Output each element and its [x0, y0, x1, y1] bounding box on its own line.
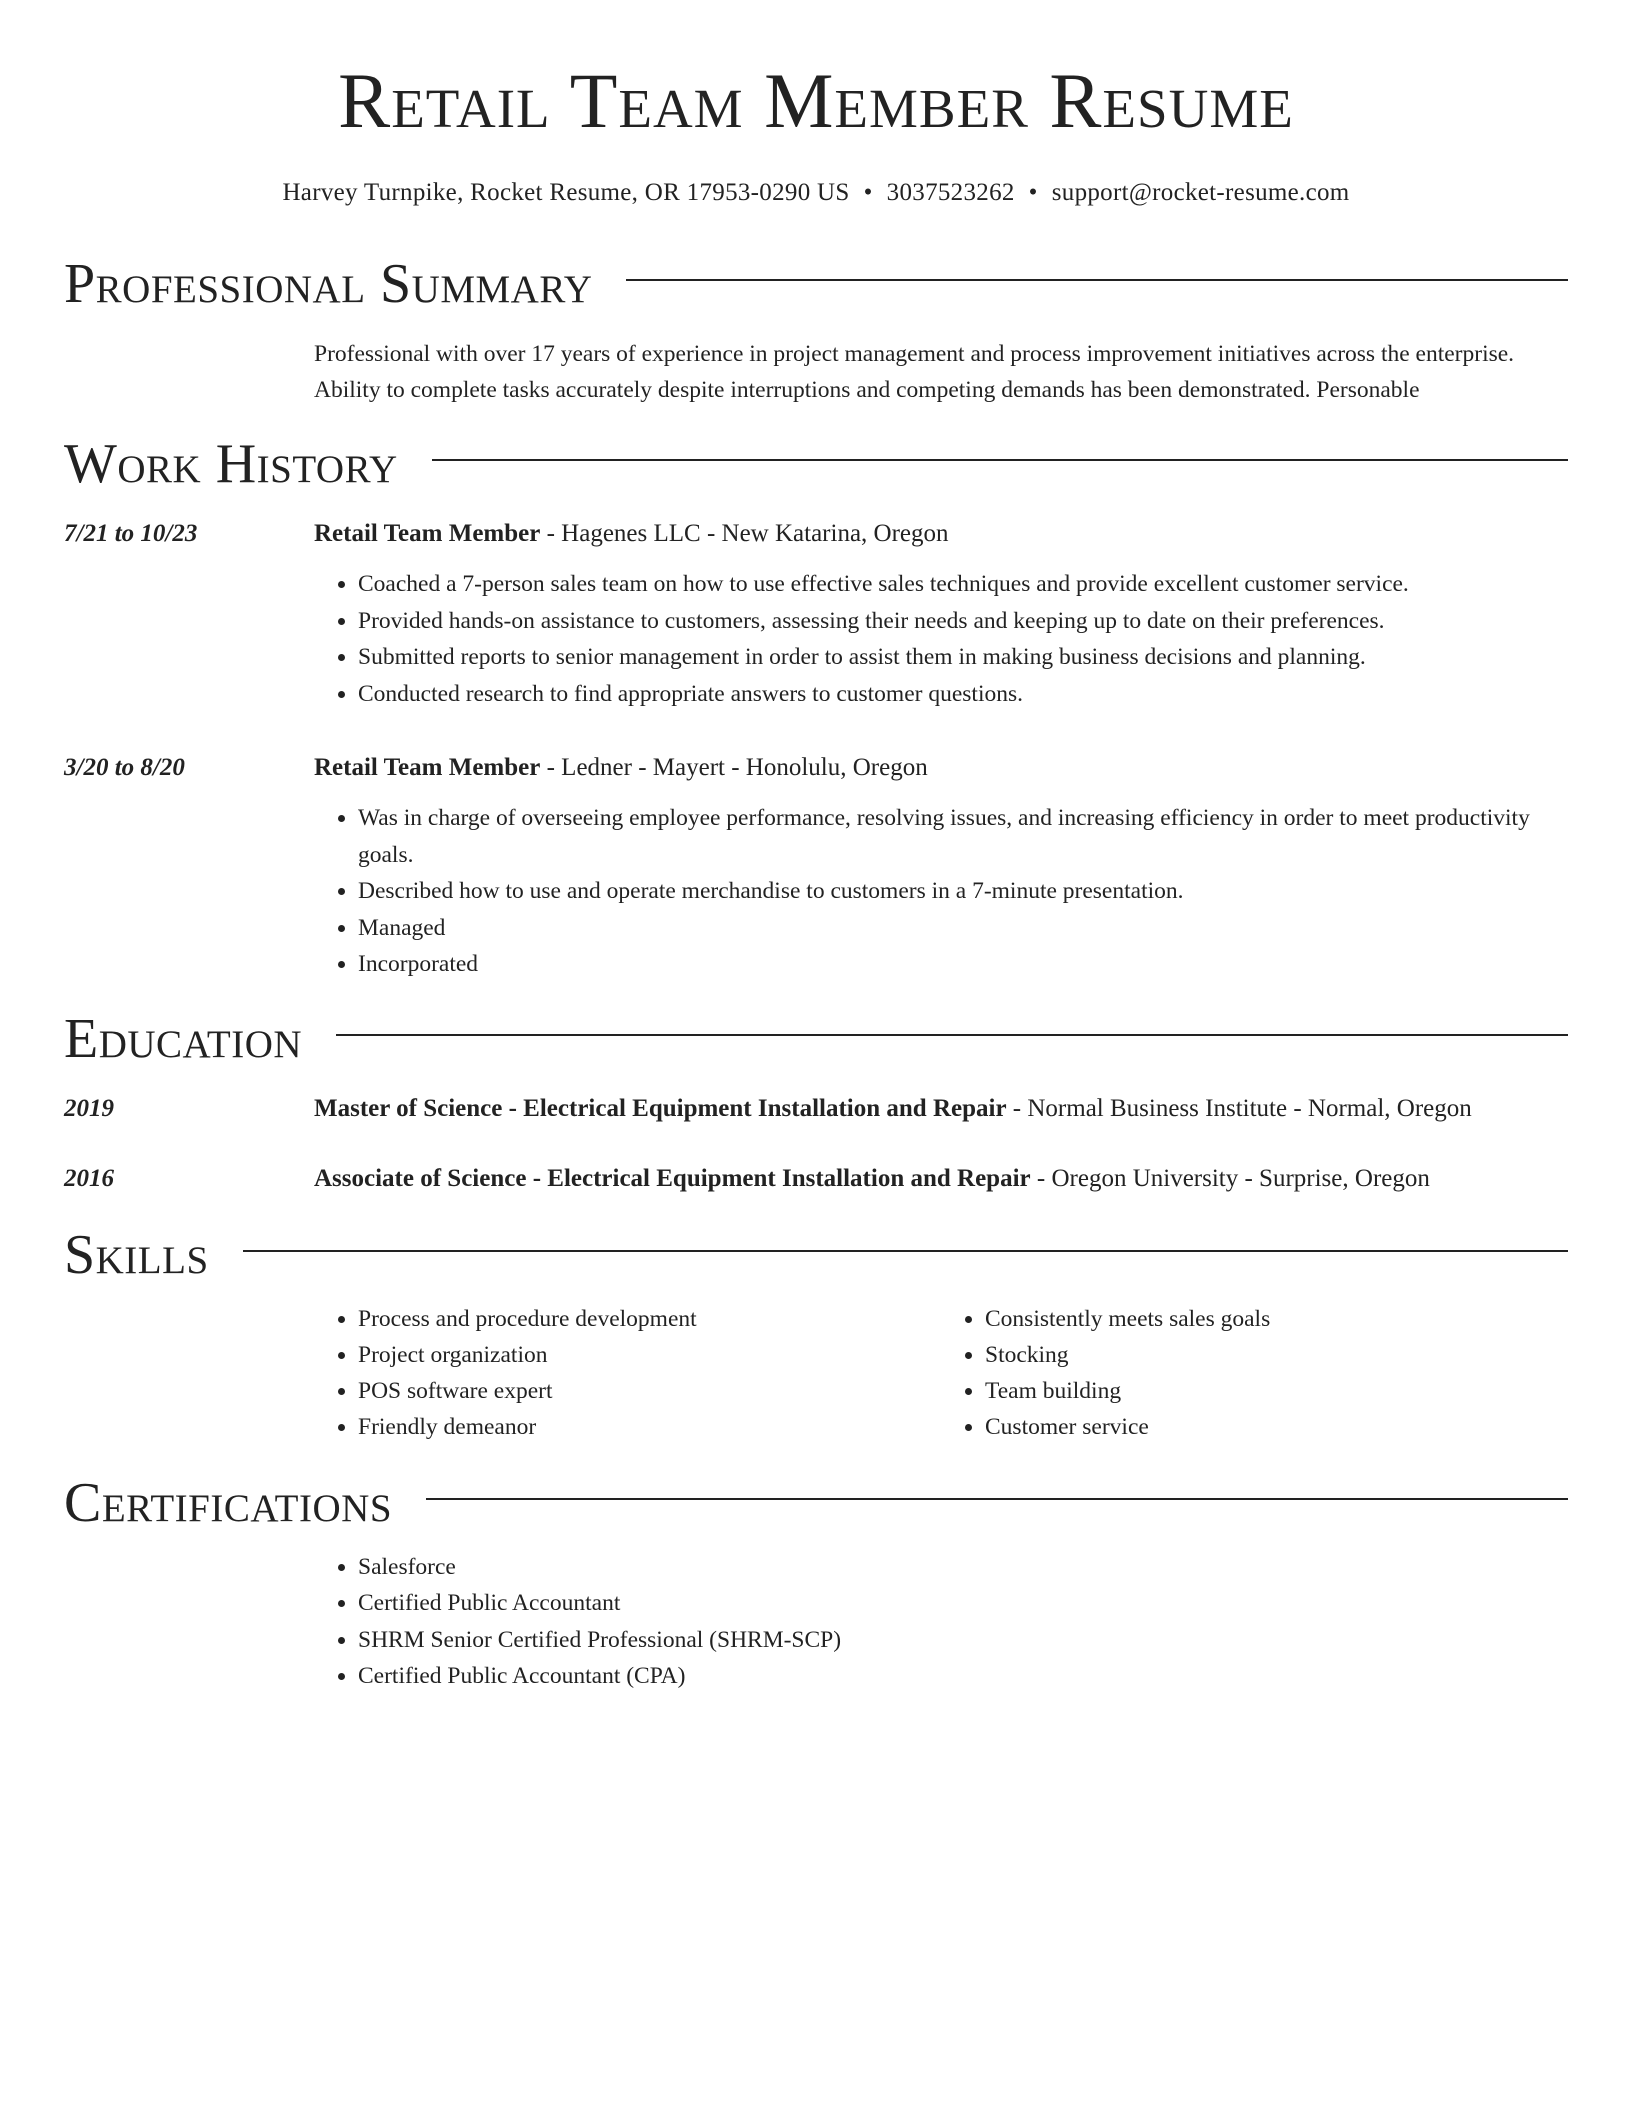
contact-phone: 3037523262 [886, 179, 1015, 206]
work-history-section [64, 433, 1568, 983]
list-item: • Stocking [985, 1337, 1568, 1373]
skills-heading [64, 1223, 1568, 1286]
education-year: 2019 [64, 1094, 114, 1122]
job-bullets [314, 566, 1568, 712]
section-title-work-history: Work History [64, 433, 398, 495]
job-heading [314, 516, 1568, 552]
list-item: • POS software expert [358, 1373, 941, 1409]
job-position: Retail Team Member [314, 754, 541, 781]
list-item: • Described how to use and operate merchandise to customers in a 7-minute presentation. [358, 873, 1568, 910]
list-item: • Conducted research to find appropriate answers to customer questions. [358, 676, 1568, 713]
certifications-heading [64, 1471, 1568, 1534]
education-heading [64, 1007, 1568, 1070]
education-degree: Master of Science - Electrical Equipment Installation and Repair [314, 1094, 1007, 1122]
list-item: • Provided hands-on assistance to customers, assessing their needs and keeping up to date on their preferences. [358, 603, 1568, 640]
list-item: • Customer service [985, 1409, 1568, 1445]
work-history-heading [64, 433, 1568, 495]
job-bullets [314, 800, 1568, 983]
job-entry [64, 750, 1568, 983]
section-divider [626, 279, 1568, 281]
list-item: • Consistently meets sales goals [985, 1301, 1568, 1337]
certifications-list [314, 1549, 1568, 1695]
job-heading [314, 750, 1568, 786]
list-item: • Was in charge of overseeing employee performance, resolving issues, and increasing efficiency in order to meet productivity goals. [358, 800, 1568, 873]
section-divider [432, 459, 1568, 461]
list-item: • Salesforce [358, 1549, 1568, 1586]
list-item: • Team building [985, 1373, 1568, 1409]
contact-email: support@rocket-resume.com [1051, 179, 1350, 206]
list-item: • Incorporated [358, 946, 1568, 983]
list-item: • SHRM Senior Certified Professional (SHRM-SCP) [358, 1622, 1568, 1659]
job-dates: 7/21 to 10/23 [64, 520, 198, 547]
contact-separator: • [1028, 179, 1038, 206]
job-body [314, 516, 1568, 712]
education-school: - Normal Business Institute - Normal, Oregon [1006, 1094, 1472, 1122]
education-degree: Associate of Science - Electrical Equipment Installation and Repair [314, 1164, 1031, 1192]
contact-separator: • [863, 179, 873, 206]
education-entry [64, 1161, 1568, 1197]
skills-column-right [941, 1301, 1568, 1445]
list-item: • Certified Public Accountant [358, 1585, 1568, 1622]
education-year: 2016 [64, 1164, 114, 1192]
section-divider [243, 1250, 1568, 1252]
list-item: • Friendly demeanor [358, 1409, 941, 1445]
summary-section [64, 253, 1568, 408]
job-employer: - Hagenes LLC - New Katarina, Oregon [540, 520, 949, 547]
skills-grid [314, 1301, 1568, 1445]
section-title-certifications: Certifications [64, 1471, 393, 1534]
job-dates: 3/20 to 8/20 [64, 754, 185, 781]
resume-title: Retail Team Member Resume [338, 57, 1294, 144]
job-position: Retail Team Member [314, 520, 541, 547]
list-item: • Coached a 7-person sales team on how to use effective sales techniques and provide excellent customer service. [358, 566, 1568, 603]
section-divider [426, 1498, 1568, 1500]
contact-line [64, 178, 1568, 208]
list-item: • Submitted reports to senior management in order to assist them in making business decisions and planning. [358, 639, 1568, 676]
list-item: • Process and procedure development [358, 1301, 941, 1337]
section-title-education: Education [64, 1007, 303, 1070]
job-entry [64, 516, 1568, 712]
education-body [314, 1091, 1568, 1127]
certifications-section [64, 1471, 1568, 1695]
certifications-list-wrap [314, 1549, 1568, 1695]
education-school: - Oregon University - Surprise, Oregon [1030, 1164, 1430, 1192]
education-entry [64, 1091, 1568, 1127]
job-body [314, 750, 1568, 983]
skills-section [64, 1223, 1568, 1445]
contact-address: Harvey Turnpike, Rocket Resume, OR 17953-0290 US [282, 179, 850, 206]
section-title-summary: Professional Summary [64, 253, 593, 315]
list-item: • Certified Public Accountant (CPA) [358, 1658, 1568, 1695]
section-divider [336, 1034, 1568, 1036]
education-body [314, 1161, 1568, 1197]
section-title-skills: Skills [64, 1223, 209, 1286]
list-item: • Project organization [358, 1337, 941, 1373]
skills-column-left [314, 1301, 941, 1445]
summary-text: Professional with over 17 years of experience in project management and process improvement initiatives across the enterprise. Ability to complete tasks accurately despite interruptions and competing demands has been demonstrated. Personable [314, 341, 1515, 403]
education-section [64, 1007, 1568, 1197]
summary-heading [64, 253, 1568, 315]
list-item: • Managed [358, 910, 1568, 947]
job-employer: - Ledner - Mayert - Honolulu, Oregon [540, 754, 928, 781]
